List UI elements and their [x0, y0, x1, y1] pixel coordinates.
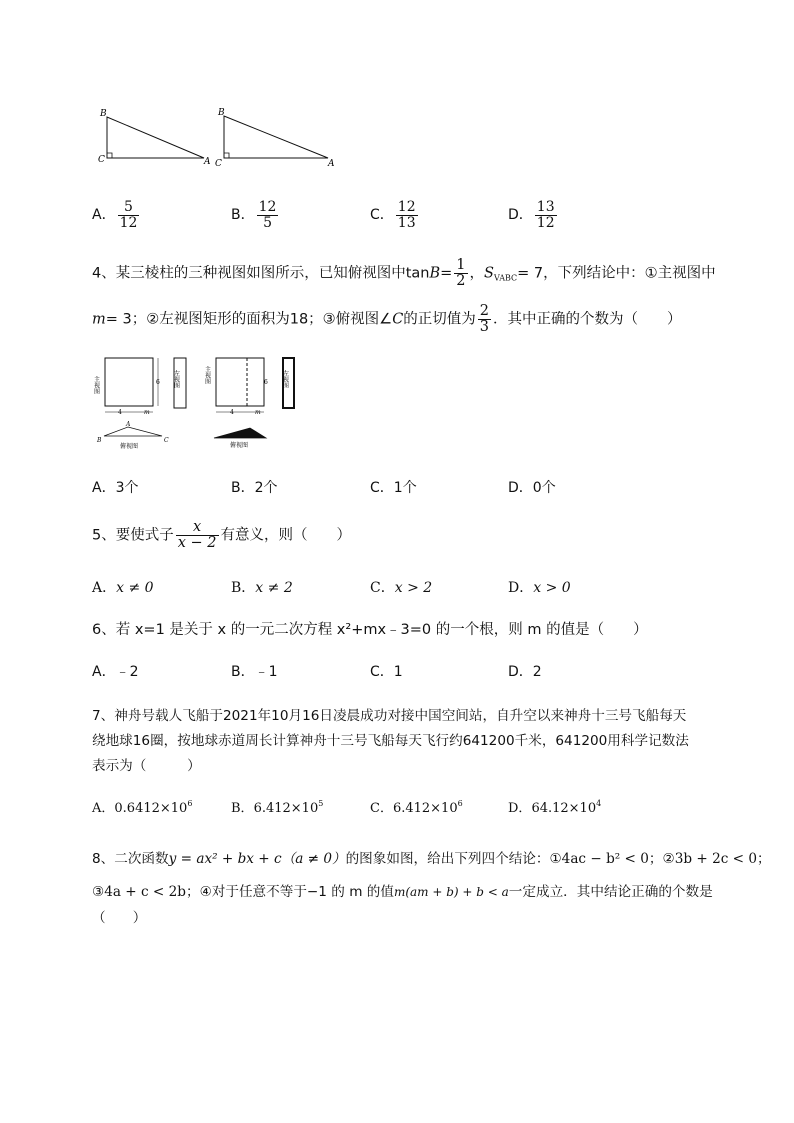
option-letter: C．: [370, 480, 394, 496]
formula: 4ac − b² < 0: [561, 851, 649, 867]
var-c: C: [392, 311, 404, 328]
option-text: 3个: [115, 480, 139, 496]
q7-option-b[interactable]: [231, 797, 323, 816]
q7-option-a[interactable]: [92, 797, 192, 816]
q5-option-c[interactable]: [370, 577, 432, 597]
numerator: 12: [258, 199, 277, 215]
denominator: 2: [456, 273, 466, 290]
q3-triangle-figure-1: [92, 104, 217, 172]
option-text: 2: [532, 664, 542, 680]
option-letter: D．: [508, 207, 533, 224]
option-letter: B．: [231, 480, 255, 496]
text: 5、要使式子: [92, 527, 174, 544]
q7-option-d[interactable]: [508, 797, 601, 816]
option-letter: A．: [92, 580, 117, 596]
formula: m(am + b) + b < a: [393, 885, 509, 899]
option-text: ﹣2: [115, 664, 139, 680]
q8-answer-brackets: （ ）: [92, 910, 147, 926]
option-text: 2个: [254, 480, 278, 496]
text: 一定成立．其中结论正确的个数是: [508, 884, 713, 900]
var-b: B: [429, 265, 441, 282]
q3-option-d[interactable]: [508, 200, 559, 230]
option-letter: D．: [508, 480, 533, 496]
numerator: 1: [456, 257, 466, 273]
text: ；②: [648, 851, 675, 867]
q4-option-b[interactable]: [231, 477, 278, 497]
option-exponent: 6: [187, 799, 193, 808]
q7-stem-line-1: 7、神舟号载人飞船于2021年10月16日凌晨成功对接中国空间站，自升空以来神舟十三号飞船每天: [92, 708, 687, 724]
fraction-two-thirds: [478, 304, 491, 335]
option-exponent: 4: [596, 799, 602, 808]
text: 的图象如图，给出下列四个结论：①: [345, 851, 562, 867]
equals: =: [440, 265, 453, 282]
q4-option-d[interactable]: [508, 477, 556, 497]
top-view-label: 俯视图: [120, 443, 139, 450]
option-letter: A．: [92, 207, 116, 224]
q5-option-d[interactable]: [508, 577, 571, 597]
q4-left-view-figure-1: [172, 356, 192, 412]
numerator: 12: [397, 199, 416, 215]
text: ；: [757, 851, 771, 867]
text: ；④对于任意不等于−1 的 m 的值: [185, 884, 394, 900]
vertex-c-label: C: [98, 155, 105, 165]
q6-option-d[interactable]: [508, 661, 542, 681]
numerator: 13: [536, 199, 555, 215]
vertex-b-label: B: [100, 109, 107, 119]
area-symbol: S: [484, 265, 494, 282]
comma: ，: [469, 265, 485, 282]
denominator: 5: [263, 214, 272, 231]
option-letter: D．: [508, 801, 532, 816]
fraction-one-half: [454, 258, 467, 289]
text: ③: [92, 884, 105, 900]
q3-option-b[interactable]: [231, 200, 280, 230]
front-view-label: 主视图: [92, 376, 100, 394]
option-letter: B．: [231, 801, 254, 816]
option-text: x ≠ 0: [116, 580, 154, 596]
numerator: x: [176, 520, 219, 536]
vertex-a-label: A: [204, 157, 211, 167]
left-view-label: 左视图: [281, 370, 289, 388]
option-base: 64.12×10: [531, 801, 597, 816]
text: ．其中正确的个数为（ ）: [493, 311, 682, 328]
option-text: 1个: [393, 480, 417, 496]
formula: 4a + c < 2b: [104, 884, 186, 900]
option-letter: A．: [92, 801, 115, 816]
option-letter: C．: [370, 580, 395, 596]
q3-option-c[interactable]: [370, 200, 420, 230]
q5-option-b[interactable]: [231, 577, 293, 597]
q4-stem-line-1: [92, 258, 716, 289]
q6-option-c[interactable]: [370, 661, 403, 681]
option-letter: A．: [92, 664, 116, 680]
option-text: x > 2: [394, 580, 433, 596]
option-letter: A．: [92, 480, 116, 496]
q3-option-a[interactable]: [92, 200, 141, 230]
option-letter: D．: [508, 664, 533, 680]
numerator: 5: [118, 200, 140, 216]
formula: y = ax² + bx + c（a ≠ 0）: [168, 851, 346, 867]
m-label: m: [144, 409, 150, 416]
front-view-label: 主视图: [203, 366, 211, 384]
option-exponent: 6: [457, 799, 463, 808]
text: 有意义，则（ ）: [220, 527, 352, 544]
option-base: 6.412×10: [253, 801, 319, 816]
q4-left-view-figure-2: [280, 356, 300, 412]
text: = 3；②左视图矩形的面积为18；③俯视图∠: [105, 311, 393, 328]
vertex-c-label: C: [215, 159, 222, 169]
denominator: 3: [479, 319, 490, 336]
option-text: ﹣1: [254, 664, 278, 680]
option-base: 6.412×10: [392, 801, 458, 816]
q6-option-b[interactable]: [231, 661, 278, 681]
area-subscript: VABC: [493, 273, 518, 283]
denominator: 12: [536, 214, 555, 231]
top-view-label: 俯视图: [230, 442, 249, 449]
q5-option-a[interactable]: [92, 577, 154, 597]
vertex-b-label: B: [97, 437, 102, 444]
denominator: 13: [397, 214, 416, 231]
option-exponent: 5: [318, 799, 324, 808]
denominator: 12: [119, 214, 138, 231]
option-letter: C．: [370, 664, 394, 680]
vertex-b-label: B: [218, 108, 225, 118]
option-letter: B．: [231, 580, 256, 596]
option-letter: C．: [370, 801, 393, 816]
var-m: m: [92, 311, 106, 328]
q4-stem-line-2: [92, 304, 682, 335]
q8-stem-line-2: [92, 880, 713, 900]
q5-stem: [92, 520, 351, 551]
q7-stem-line-2: 绕地球16圈，按地球赤道周长计算神舟十三号飞船每天飞行约641200千米，641200用科学记数法: [92, 733, 689, 749]
option-letter: B．: [231, 664, 255, 680]
text: 4、某三棱柱的三种视图如图所示，已知俯视图中tan: [92, 265, 430, 282]
vertex-a-label: A: [126, 421, 131, 428]
option-text: x > 0: [533, 580, 571, 596]
width-label: 4: [230, 409, 234, 416]
q7-option-c[interactable]: [370, 797, 463, 816]
height-label: 6: [156, 379, 160, 386]
denominator: x − 2: [177, 535, 217, 552]
option-letter: D．: [508, 580, 534, 596]
q4-option-a[interactable]: [92, 477, 139, 497]
width-label: 4: [118, 409, 122, 416]
vertex-c-label: C: [164, 437, 169, 444]
left-view-label: 左视图: [172, 370, 180, 388]
option-text: 0个: [532, 480, 556, 496]
q6-option-a[interactable]: [92, 661, 139, 681]
numerator: 2: [479, 303, 490, 319]
option-letter: C．: [370, 207, 394, 224]
q8-stem-line-1: [92, 847, 771, 867]
option-letter: B．: [231, 207, 255, 224]
option-base: 0.6412×10: [114, 801, 188, 816]
vertex-a-label: A: [328, 159, 335, 169]
q4-option-c[interactable]: [370, 477, 417, 497]
text: 8、二次函数: [92, 851, 169, 867]
q3-triangle-figure-2: [212, 104, 342, 172]
text: = 7，下列结论中：①主视图中: [517, 265, 716, 282]
option-text: 1: [393, 664, 403, 680]
fraction-x-over-x-minus-2: [176, 520, 219, 551]
q6-stem: 6、若 x=1 是关于 x 的一元二次方程 x²+mx﹣3=0 的一个根，则 m 的值是（ ）: [92, 622, 648, 638]
q7-stem-line-3: 表示为（ ）: [92, 758, 201, 774]
formula: 3b + 2c < 0: [674, 851, 758, 867]
text: 的正切值为: [403, 311, 476, 328]
option-text: x ≠ 2: [255, 580, 293, 596]
m-label: m: [255, 409, 261, 416]
height-label: 6: [264, 379, 268, 386]
